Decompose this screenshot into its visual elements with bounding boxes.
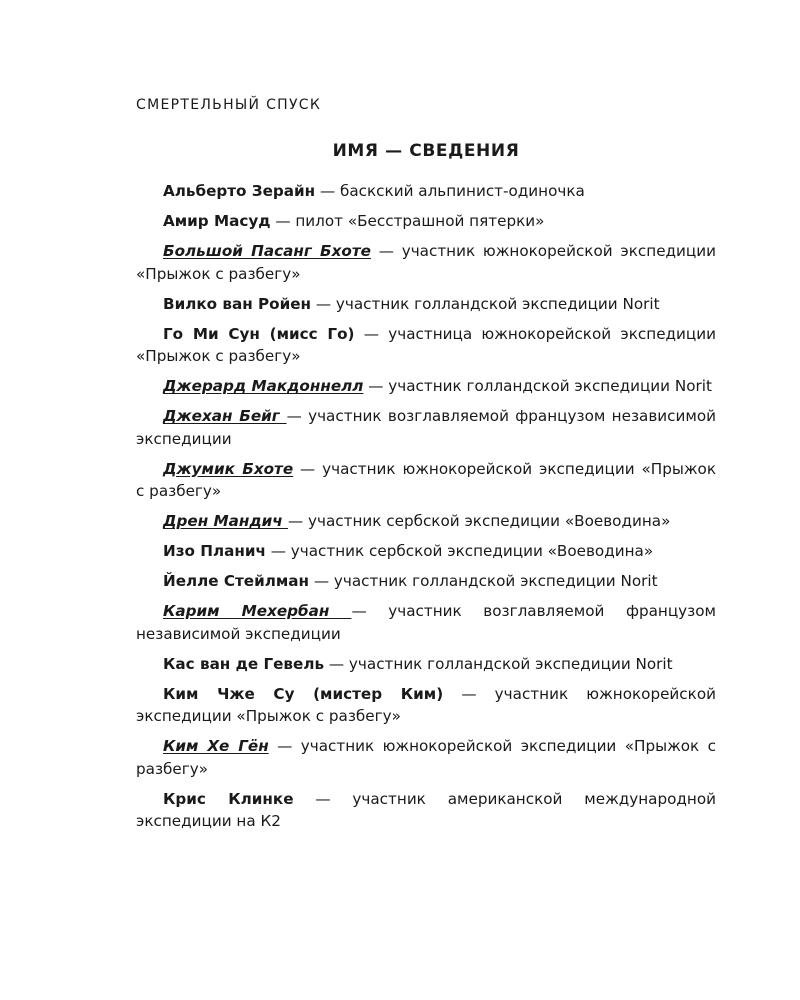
entry-description: — участник сербской экспедиции «Воеводина» <box>287 512 671 530</box>
entry-name: Йелле Стейлман <box>163 572 310 590</box>
entry-description: — участник американской международной экспедиции на К2 <box>136 789 717 830</box>
name-list <box>136 180 716 840</box>
list-item <box>136 570 716 593</box>
entry-description: — участник южнокорейской экспедиции «Прыжок с разбегу» <box>136 459 716 500</box>
list-item <box>136 375 716 398</box>
entry-name: Го Ми Сун (мисс Го) <box>163 324 355 343</box>
entry-description: — участник голландской экспедиции Norit <box>309 572 658 590</box>
entry-name: Большой Пасанг Бхоте <box>163 242 371 260</box>
entry-description: — участник голландской экспедиции Norit <box>324 654 673 673</box>
entry-description: — участница южнокорейской экспедиции «Прыжок с разбегу» <box>136 324 716 365</box>
list-item <box>136 653 716 676</box>
entry-description: — баскский альпинист-одиночка <box>315 182 585 200</box>
entry-name: Вилко ван Ройен <box>163 294 312 313</box>
list-item <box>136 458 716 503</box>
list-item <box>136 180 716 203</box>
list-item <box>136 210 716 233</box>
entry-description: — участник возглавляемой французом независимой экспедиции <box>136 407 716 448</box>
entry-name: Джумик Бхоте <box>163 459 294 478</box>
entry-name: Ким Чже Су (мистер Ким) <box>163 684 444 703</box>
entry-description: — участник сербской экспедиции «Воеводина» <box>265 542 654 560</box>
list-item <box>136 683 716 728</box>
list-item <box>136 405 716 450</box>
entry-name: Изо Планич <box>163 542 266 560</box>
entry-description: — участник южнокорейской экспедиции «Прыжок с разбегу» <box>136 737 716 778</box>
section-title: ИМЯ — СВЕДЕНИЯ <box>332 141 520 161</box>
entry-name: Карим Мехербан <box>163 602 352 620</box>
book-page <box>136 0 716 1000</box>
list-item <box>136 540 716 563</box>
entry-name: Амир Масуд <box>163 212 271 230</box>
entry-name: Дрен Мандич <box>163 512 288 530</box>
list-item <box>136 510 716 533</box>
entry-description: — участник возглавляемой французом независимой экспедиции <box>136 602 716 643</box>
entry-name: Альберто Зерайн <box>163 182 316 200</box>
entry-name: Кас ван де Гевель <box>163 654 325 673</box>
list-item <box>136 323 716 368</box>
entry-name: Джехан Бейг <box>163 407 287 425</box>
list-item <box>136 600 716 645</box>
entry-description: — пилот «Бесстрашной пятерки» <box>270 212 545 230</box>
entry-name: Ким Хе Гён <box>163 737 269 755</box>
entry-description: — участник голландской экспедиции Norit <box>311 294 660 313</box>
running-head: СМЕРТЕЛЬНЫЙ СПУСК <box>136 97 322 113</box>
entry-description: — участник голландской экспедиции Norit <box>363 377 712 395</box>
entry-description: — участник южнокорейской экспедиции «Прыжок с разбегу» <box>136 684 716 725</box>
entry-name: Крис Клинке <box>163 789 294 808</box>
list-item <box>136 293 716 316</box>
list-item <box>136 788 716 833</box>
list-item <box>136 240 716 285</box>
entry-description: — участник южнокорейской экспедиции «Прыжок с разбегу» <box>136 242 716 283</box>
list-item <box>136 735 716 780</box>
entry-name: Джерард Макдоннелл <box>163 377 364 395</box>
